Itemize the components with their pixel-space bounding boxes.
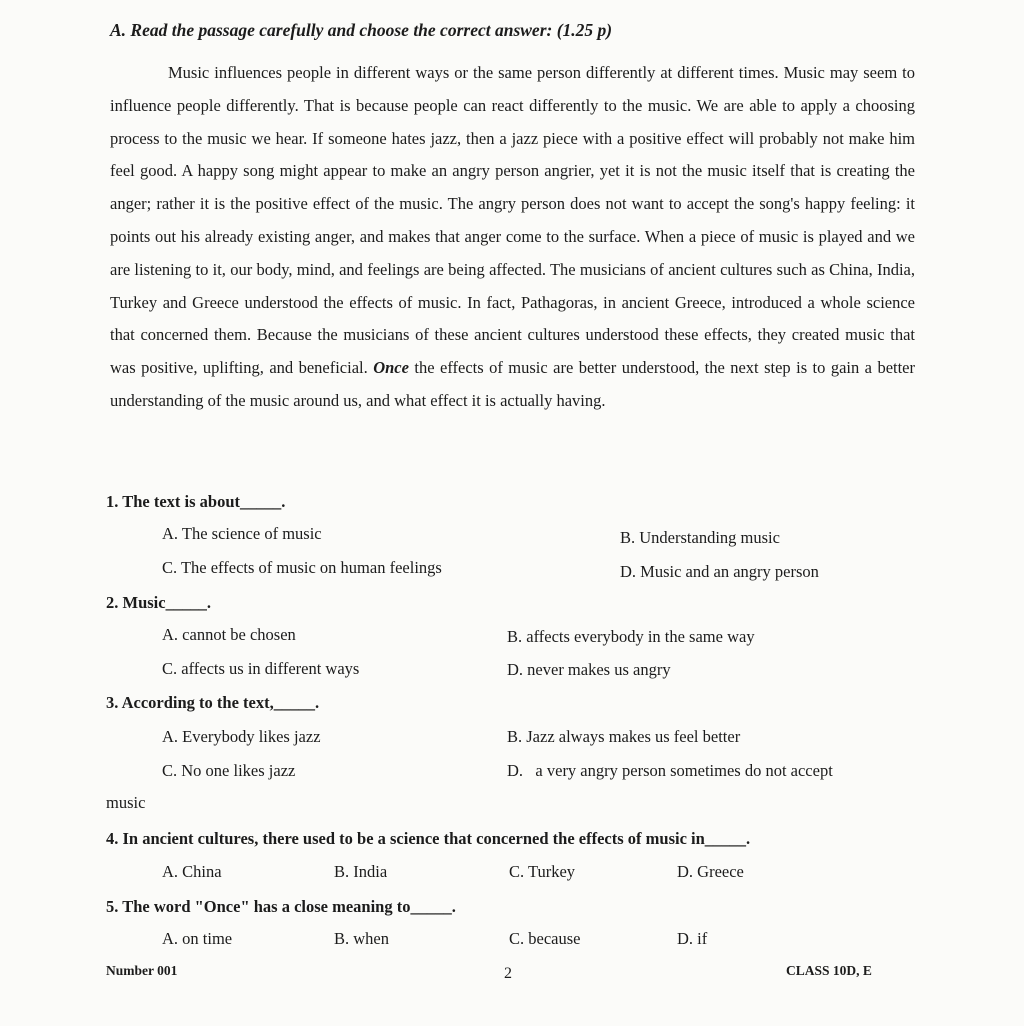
question-3-option-a: A. Everybody likes jazz: [162, 727, 321, 746]
page-number: 2: [504, 965, 512, 982]
question-4-option-a: A. China: [162, 862, 222, 881]
question-4-option-b: B. India: [334, 862, 388, 881]
question-3-stem: 3. According to the text,_____.: [106, 693, 320, 712]
question-4-option-c: C. Turkey: [509, 862, 576, 881]
passage-word-once: Once: [373, 358, 409, 378]
question-4-stem: 4. In ancient cultures, there used to be a science that concerned the effects of music in_____.: [106, 829, 751, 848]
question-5-option-a: A. on time: [162, 929, 233, 948]
passage-text-part-1: Music influences people in different ways or the same person differently at different times. Music may seem to influence people differently. That is because people can react differently to the music. We are able to apply a choosing process to the music we hear. If someone hates jazz, then a jazz piece with a positive effect will probably not make him feel good. A happy song might appear to make an angry person angrier, yet it is not the music itself that is creating the anger; rather it is the positive effect of the music. The angry person does not want to accept the song's happy feeling: it points out his already existing anger, and makes that anger come to the surface. When a piece of music is played and we are listening to it, our body, mind, and feelings are being affected. The musicians of ancient cultures such as China, India, Turkey and Greece understood the effects of music. In fact, Pathagoras, in ancient Greece, introduced a whole science that concerned them. Because the musicians of these ancient cultures understood these effects, they created music that was positive, uplifting, and beneficial.: [110, 63, 915, 378]
question-3-option-c: C. No one likes jazz: [162, 761, 296, 780]
question-1-option-a: A. The science of music: [162, 524, 322, 543]
question-3-option-d-continued: music: [106, 793, 146, 812]
question-2-option-b: B. affects everybody in the same way: [507, 627, 755, 646]
section-heading: A. Read the passage carefully and choose the correct answer: (1.25 p): [110, 20, 613, 40]
footer-number: Number 001: [106, 963, 178, 978]
question-2-option-a: A. cannot be chosen: [162, 625, 296, 644]
question-5-option-b: B. when: [334, 929, 389, 948]
question-1-option-b: B. Understanding music: [620, 528, 780, 547]
question-4-option-d: D. Greece: [677, 862, 744, 881]
question-3-option-b: B. Jazz always makes us feel better: [507, 727, 741, 746]
question-1-option-c: C. The effects of music on human feelings: [162, 558, 442, 577]
question-1-option-d: D. Music and an angry person: [620, 562, 819, 581]
question-2-option-d: D. never makes us angry: [507, 660, 671, 679]
question-5-stem: 5. The word "Once" has a close meaning to_____.: [106, 897, 456, 916]
question-3-option-d: D. a very angry person sometimes do not accept: [507, 761, 833, 780]
question-5-option-d: D. if: [677, 929, 708, 948]
question-2-stem: 2. Music_____.: [106, 593, 211, 612]
footer-class: CLASS 10D, E: [786, 963, 872, 978]
question-5-option-c: C. because: [509, 929, 581, 948]
passage-text-part-2: the effects of music are better understood, the next step is to gain a better understanding of the music around us, and what effect it is actually having.: [110, 358, 916, 410]
reading-passage: [110, 57, 915, 418]
question-2-option-c: C. affects us in different ways: [162, 659, 360, 678]
question-1-stem: 1. The text is about_____.: [106, 492, 286, 511]
